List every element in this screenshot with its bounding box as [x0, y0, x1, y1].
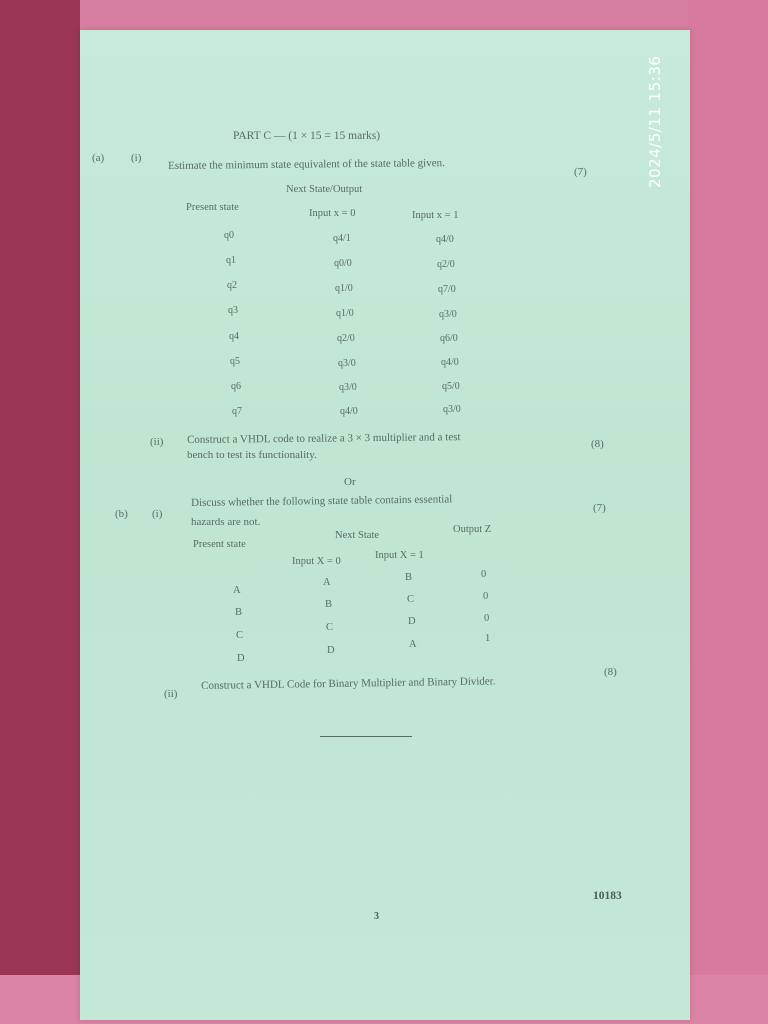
question-a-ii-marks: (8) [591, 438, 604, 450]
table-b-output: 1 [485, 633, 491, 644]
table-a-col-present: Present state [186, 202, 239, 213]
table-b-output: 0 [481, 569, 487, 580]
question-b-i-marks: (7) [593, 502, 606, 514]
table-a-x0: q4/0 [340, 406, 358, 417]
table-b-col-next: Next State [335, 530, 380, 541]
table-b-output: 0 [483, 591, 489, 602]
table-a-state: q0 [224, 230, 234, 241]
table-b-x1: B [405, 572, 413, 583]
table-b-x1: A [409, 639, 417, 650]
table-a-state: q3 [228, 305, 238, 316]
table-a-x1: q6/0 [440, 333, 458, 344]
table-b-x0: B [325, 599, 333, 610]
table-a-x0: q4/1 [333, 233, 351, 244]
question-a-ii-line2: bench to test its functionality. [187, 449, 317, 461]
table-a-state: q5 [230, 356, 240, 367]
table-b-state: B [235, 607, 243, 618]
question-a-i-marks: (7) [574, 166, 587, 178]
table-a-x0: q0/0 [334, 258, 352, 269]
table-a-x1: q3/0 [443, 404, 461, 415]
table-b-x0: D [327, 645, 335, 656]
table-b-col-output: Output Z [453, 524, 492, 535]
question-a-i-text: Estimate the minimum state equivalent of the state table given. [168, 157, 445, 172]
or-separator: Or [344, 476, 356, 488]
table-a-x1: q5/0 [442, 381, 460, 392]
table-b-col-present: Present state [193, 539, 246, 550]
table-a-col-x1: Input x = 1 [412, 210, 459, 221]
table-b-x1: C [407, 594, 415, 605]
table-b-x1: D [408, 616, 416, 627]
table-a-state: q6 [231, 381, 241, 392]
photo-timestamp: 2024/5/11 15:36 [646, 55, 664, 188]
table-a-x0: q1/0 [335, 283, 353, 294]
table-b-output: 0 [484, 613, 490, 624]
question-b-ii-label: (ii) [164, 688, 178, 700]
table-a-x1: q4/0 [436, 234, 454, 245]
table-a-x0: q1/0 [336, 308, 354, 319]
question-b-i-line2: hazards are not. [191, 516, 261, 528]
table-a-x1: q2/0 [437, 259, 455, 270]
table-a-header-group: Next State/Output [286, 184, 363, 195]
question-b-label: (b) [115, 508, 128, 520]
page-number: 3 [374, 911, 379, 922]
question-a-ii-line1: Construct a VHDL code to realize a 3 × 3 multiplier and a test [187, 431, 461, 446]
question-b-i-line1: Discuss whether the following state table contains essential [191, 493, 453, 509]
table-a-x1: q3/0 [439, 309, 457, 320]
question-a-label: (a) [92, 152, 105, 164]
table-a-state: q2 [227, 280, 237, 291]
table-b-col-x1: Input X = 1 [375, 550, 424, 561]
part-title: PART C — (1 × 15 = 15 marks) [233, 130, 381, 142]
table-a-x0: q2/0 [337, 333, 355, 344]
background-right [688, 0, 768, 1024]
table-b-col-x0: Input X = 0 [292, 556, 341, 567]
table-b-state: C [236, 630, 244, 641]
table-b-state: A [233, 585, 241, 596]
background-left [0, 0, 80, 1024]
question-a-i-label: (i) [131, 152, 142, 164]
question-b-i-label: (i) [152, 508, 163, 520]
table-a-state: q7 [232, 406, 242, 417]
table-b-state: D [237, 653, 245, 664]
question-a-ii-label: (ii) [150, 436, 164, 448]
table-a-state: q4 [229, 331, 239, 342]
table-a-x0: q3/0 [338, 358, 356, 369]
table-a-x1: q4/0 [441, 357, 459, 368]
table-a-x1: q7/0 [438, 284, 456, 295]
table-a-x0: q3/0 [339, 382, 357, 393]
table-a-state: q1 [226, 255, 236, 266]
paper-code: 10183 [593, 890, 622, 902]
table-b-x0: A [323, 577, 331, 588]
table-a-col-x0: Input x = 0 [309, 208, 356, 219]
question-b-ii-text: Construct a VHDL Code for Binary Multiplier and Binary Divider. [201, 675, 496, 692]
question-b-ii-marks: (8) [604, 666, 617, 678]
exam-paper-sheet [80, 30, 690, 1020]
end-rule [320, 736, 412, 737]
table-b-x0: C [326, 622, 334, 633]
